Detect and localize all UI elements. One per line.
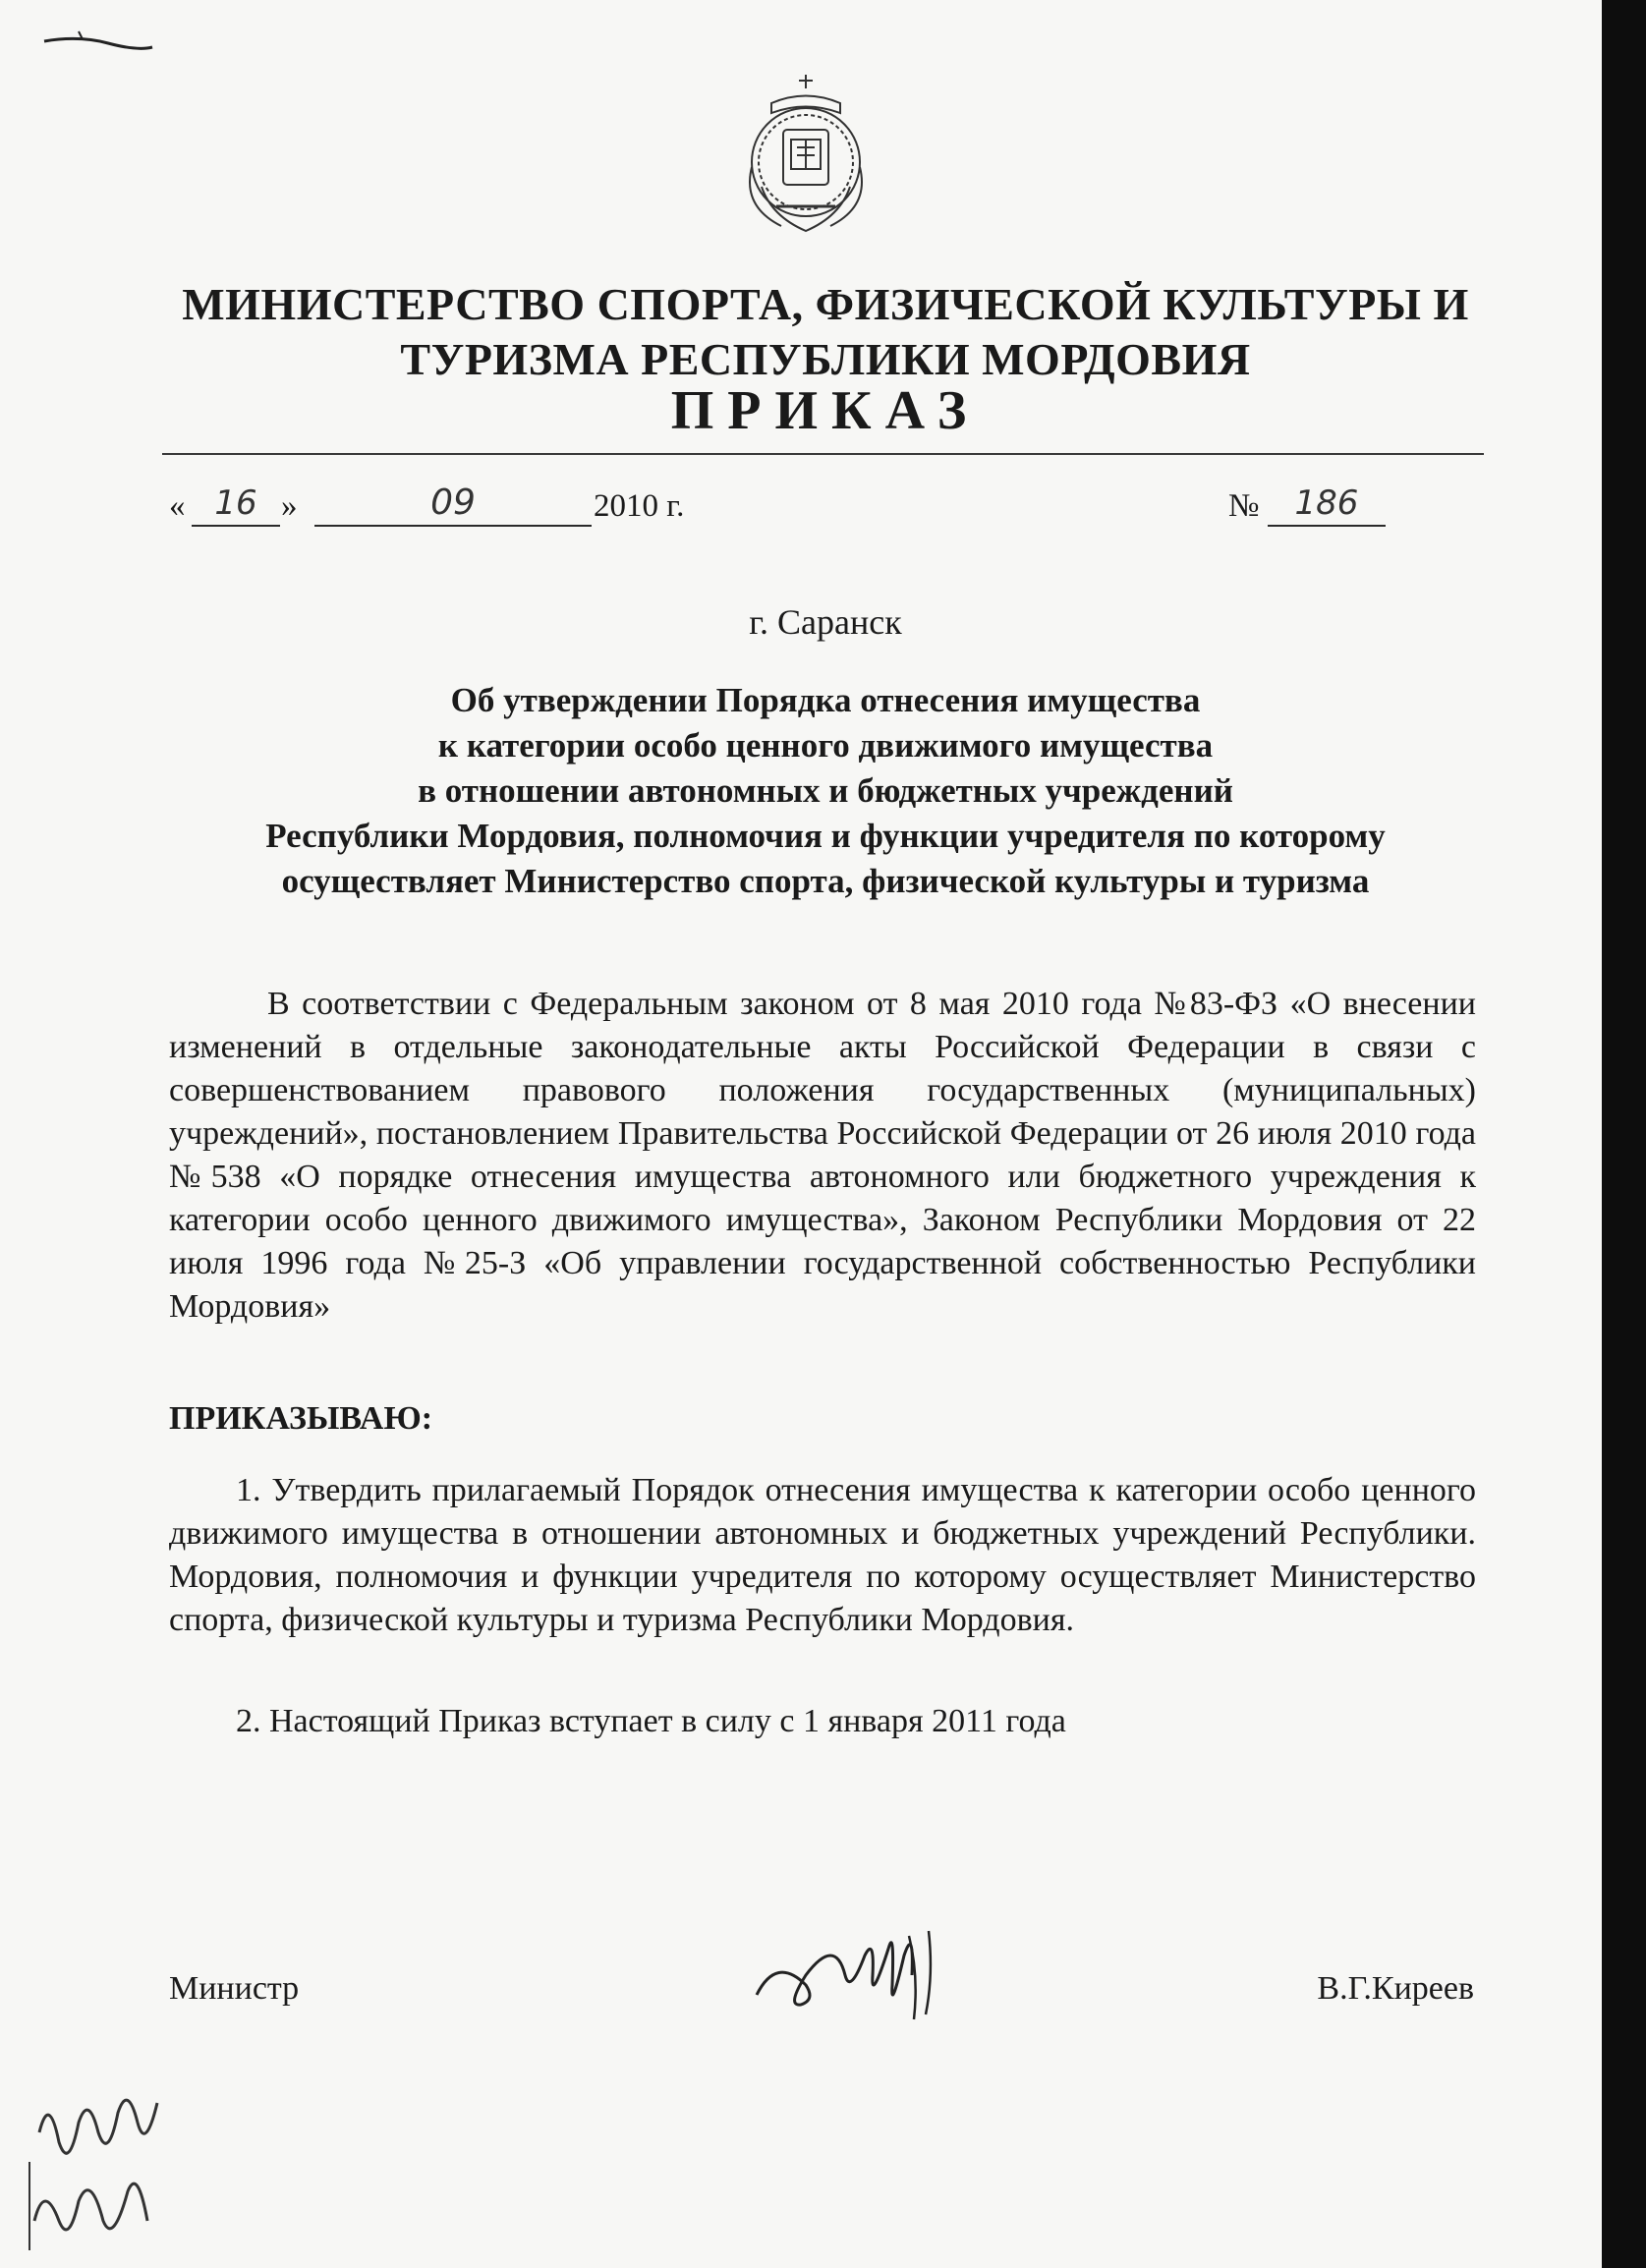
orders-heading: ПРИКАЗЫВАЮ: [169,1400,433,1437]
date-quote-open: « [169,488,186,524]
date-quote-close: » [281,488,298,524]
handwritten-visa-icon [20,2073,177,2260]
document-type-heading: ПРИКАЗ [670,380,981,441]
date-month-field: 09 [314,482,592,527]
ministry-name-line2: ТУРИЗМА РЕСПУБЛИКИ МОРДОВИЯ [400,334,1251,384]
date-year: 2010 г. [594,488,685,524]
number-label: № [1228,488,1260,524]
coat-of-arms-icon [732,69,880,241]
subject-heading [167,678,1484,904]
subject-line: Республики Мордовия, полномочия и функции учредителя по которому [265,817,1386,855]
order-item: 2. Настоящий Приказ вступает в силу с 1 января 2011 года [236,1703,1066,1739]
header-divider [162,453,1484,455]
ministry-name-line1: МИНИСТЕРСТВО СПОРТА, ФИЗИЧЕСКОЙ КУЛЬТУРЫ И [182,279,1469,329]
subject-line: Об утверждении Порядка отнесения имущества [450,681,1201,719]
order-item: 1. Утвердить прилагаемый Порядок отнесения имущества к категории особо ценного движимого имущества в отношении автономных и бюджетных учреждений Республики. Мордовия, полномочия и функции учредителя по которому осуществляет Министерство спорта, физической культуры и туризма Республики Мордовия. [169,1472,1476,1638]
handwritten-signature-icon [747,1916,993,2024]
scan-dark-edge [1602,0,1646,2268]
order-number-field: 186 [1268,482,1386,527]
date-day-field: 16 [192,482,280,527]
pen-mark-icon [39,28,157,55]
signatory-title: Министр [169,1970,300,2007]
subject-line: в отношении автономных и бюджетных учреждений [418,771,1233,810]
subject-line: осуществляет Министерство спорта, физической культуры и туризма [281,862,1370,900]
city-name: г. Саранск [749,602,902,642]
ministry-name [167,277,1484,387]
preamble-paragraph: В соответствии с Федеральным законом от 8 мая 2010 года №83-ФЗ «О внесении изменений в отдельные законодательные акты Российской Федерации в связи с совершенствованием правового положения государственных (муниципальных) учреждений», постановлением Правительства Российской Федерации от 26 июля 2010 года №538 «О порядке отнесения имущества автономного или бюджетного учреждения к категории особо ценного движимого имущества», Законом Республики Мордовия от 22 июля 1996 года №25-З «Об управлении государственной собственностью Республики Мордовия» [169,986,1476,1325]
subject-line: к категории особо ценного движимого имущества [437,726,1214,765]
signatory-name: В.Г.Киреев [1317,1970,1474,2007]
